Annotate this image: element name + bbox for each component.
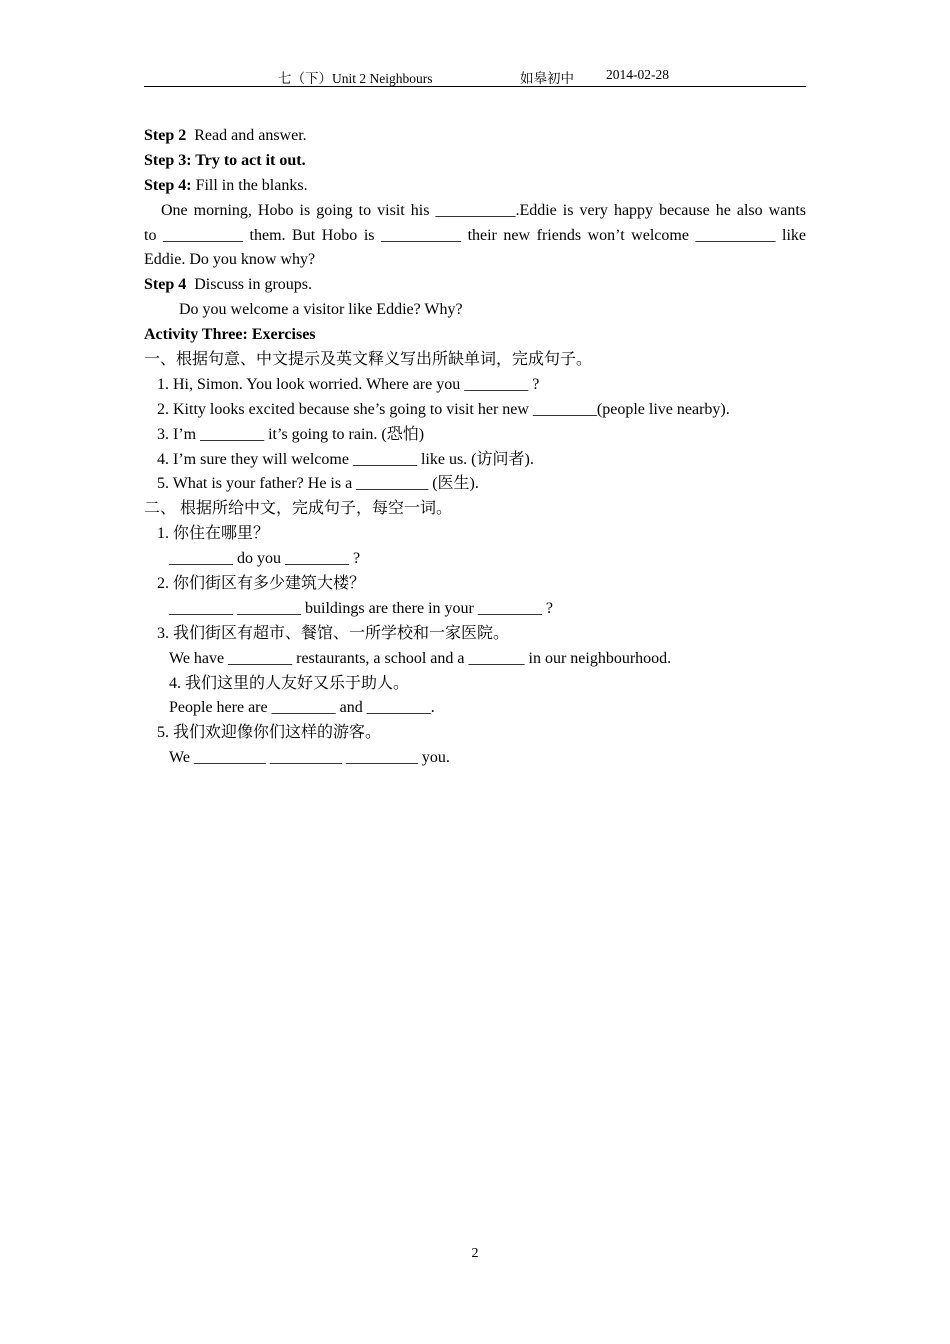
part-2-item-answer: We have ________ restaurants, a school and a _______ in our neighbourhood.	[169, 649, 672, 667]
part-2-item-answer: People here are ________ and ________.	[169, 699, 435, 717]
part-1-item: 3. I’m ________ it’s going to rain. (恐怕)	[157, 425, 425, 443]
activity-three-heading: Activity Three: Exercises	[144, 326, 316, 344]
step-2-label: Step 2	[144, 127, 187, 144]
part-2-item-answer: ________ ________ buildings are there in your ________ ?	[169, 599, 553, 617]
step-2	[144, 124, 806, 149]
part-1-item: 1. Hi, Simon. You look worried. Where are you ________ ?	[157, 375, 540, 393]
part-1-heading: 一、根据句意、中文提示及英文释义写出所缺单词，完成句子。	[144, 351, 593, 369]
part-2-item-chinese: 2. 你们街区有多少建筑大楼？	[157, 575, 366, 593]
part-1-item: 4. I’m sure they will welcome ________ like us. (访问者).	[157, 450, 534, 468]
page-header	[144, 66, 806, 87]
header-unit-title: 七（下）Unit 2 Neighbours	[278, 71, 433, 86]
part-1-item: 5. What is your father? He is a _________ (医生).	[157, 475, 479, 493]
passage-line-1: One morning, Hobo is going to visit his __________.Eddie is very happy because he also wants	[161, 201, 806, 219]
step-4-text: Fill in the blanks.	[195, 176, 308, 194]
worksheet-content	[144, 124, 806, 771]
passage-line-2: to __________ them. But Hobo is __________ their new friends won’t welcome __________ like	[144, 226, 806, 244]
part-2-item-chinese: 5. 我们欢迎像你们这样的游客。	[157, 724, 382, 742]
part-2-item-chinese: 1. 你住在哪里？	[157, 525, 270, 543]
step-4	[144, 174, 806, 199]
step-3: Step 3: Try to act it out.	[144, 151, 306, 169]
part-2-item-chinese: 3. 我们街区有超市、餐馆、一所学校和一家医院。	[157, 624, 510, 642]
part-2-item-chinese: 4. 我们这里的人友好又乐于助人。	[169, 674, 410, 692]
part-2-item-answer: ________ do you ________ ?	[169, 550, 361, 568]
part-2-heading: 二、 根据所给中文，完成句子，每空一词。	[144, 500, 453, 518]
passage-line-3: Eddie. Do you know why?	[144, 251, 316, 269]
header-date: 2014-02-28	[606, 67, 669, 82]
step-4-discuss-text: Discuss in groups.	[194, 276, 313, 294]
header-school: 如皋初中	[520, 71, 574, 86]
step-2-text: Read and answer.	[194, 127, 307, 144]
step-4-label: Step 4:	[144, 176, 192, 194]
part-2-item-answer: We _________ _________ _________ you.	[169, 749, 450, 767]
step-4-discuss-label: Step 4	[144, 276, 187, 294]
part-1-item: 2. Kitty looks excited because she’s going to visit her new ________(people live nearby).	[157, 400, 730, 418]
step-4-discuss	[144, 273, 806, 298]
discuss-question: Do you welcome a visitor like Eddie? Why?	[179, 301, 463, 319]
page-number: 2	[471, 1246, 479, 1261]
